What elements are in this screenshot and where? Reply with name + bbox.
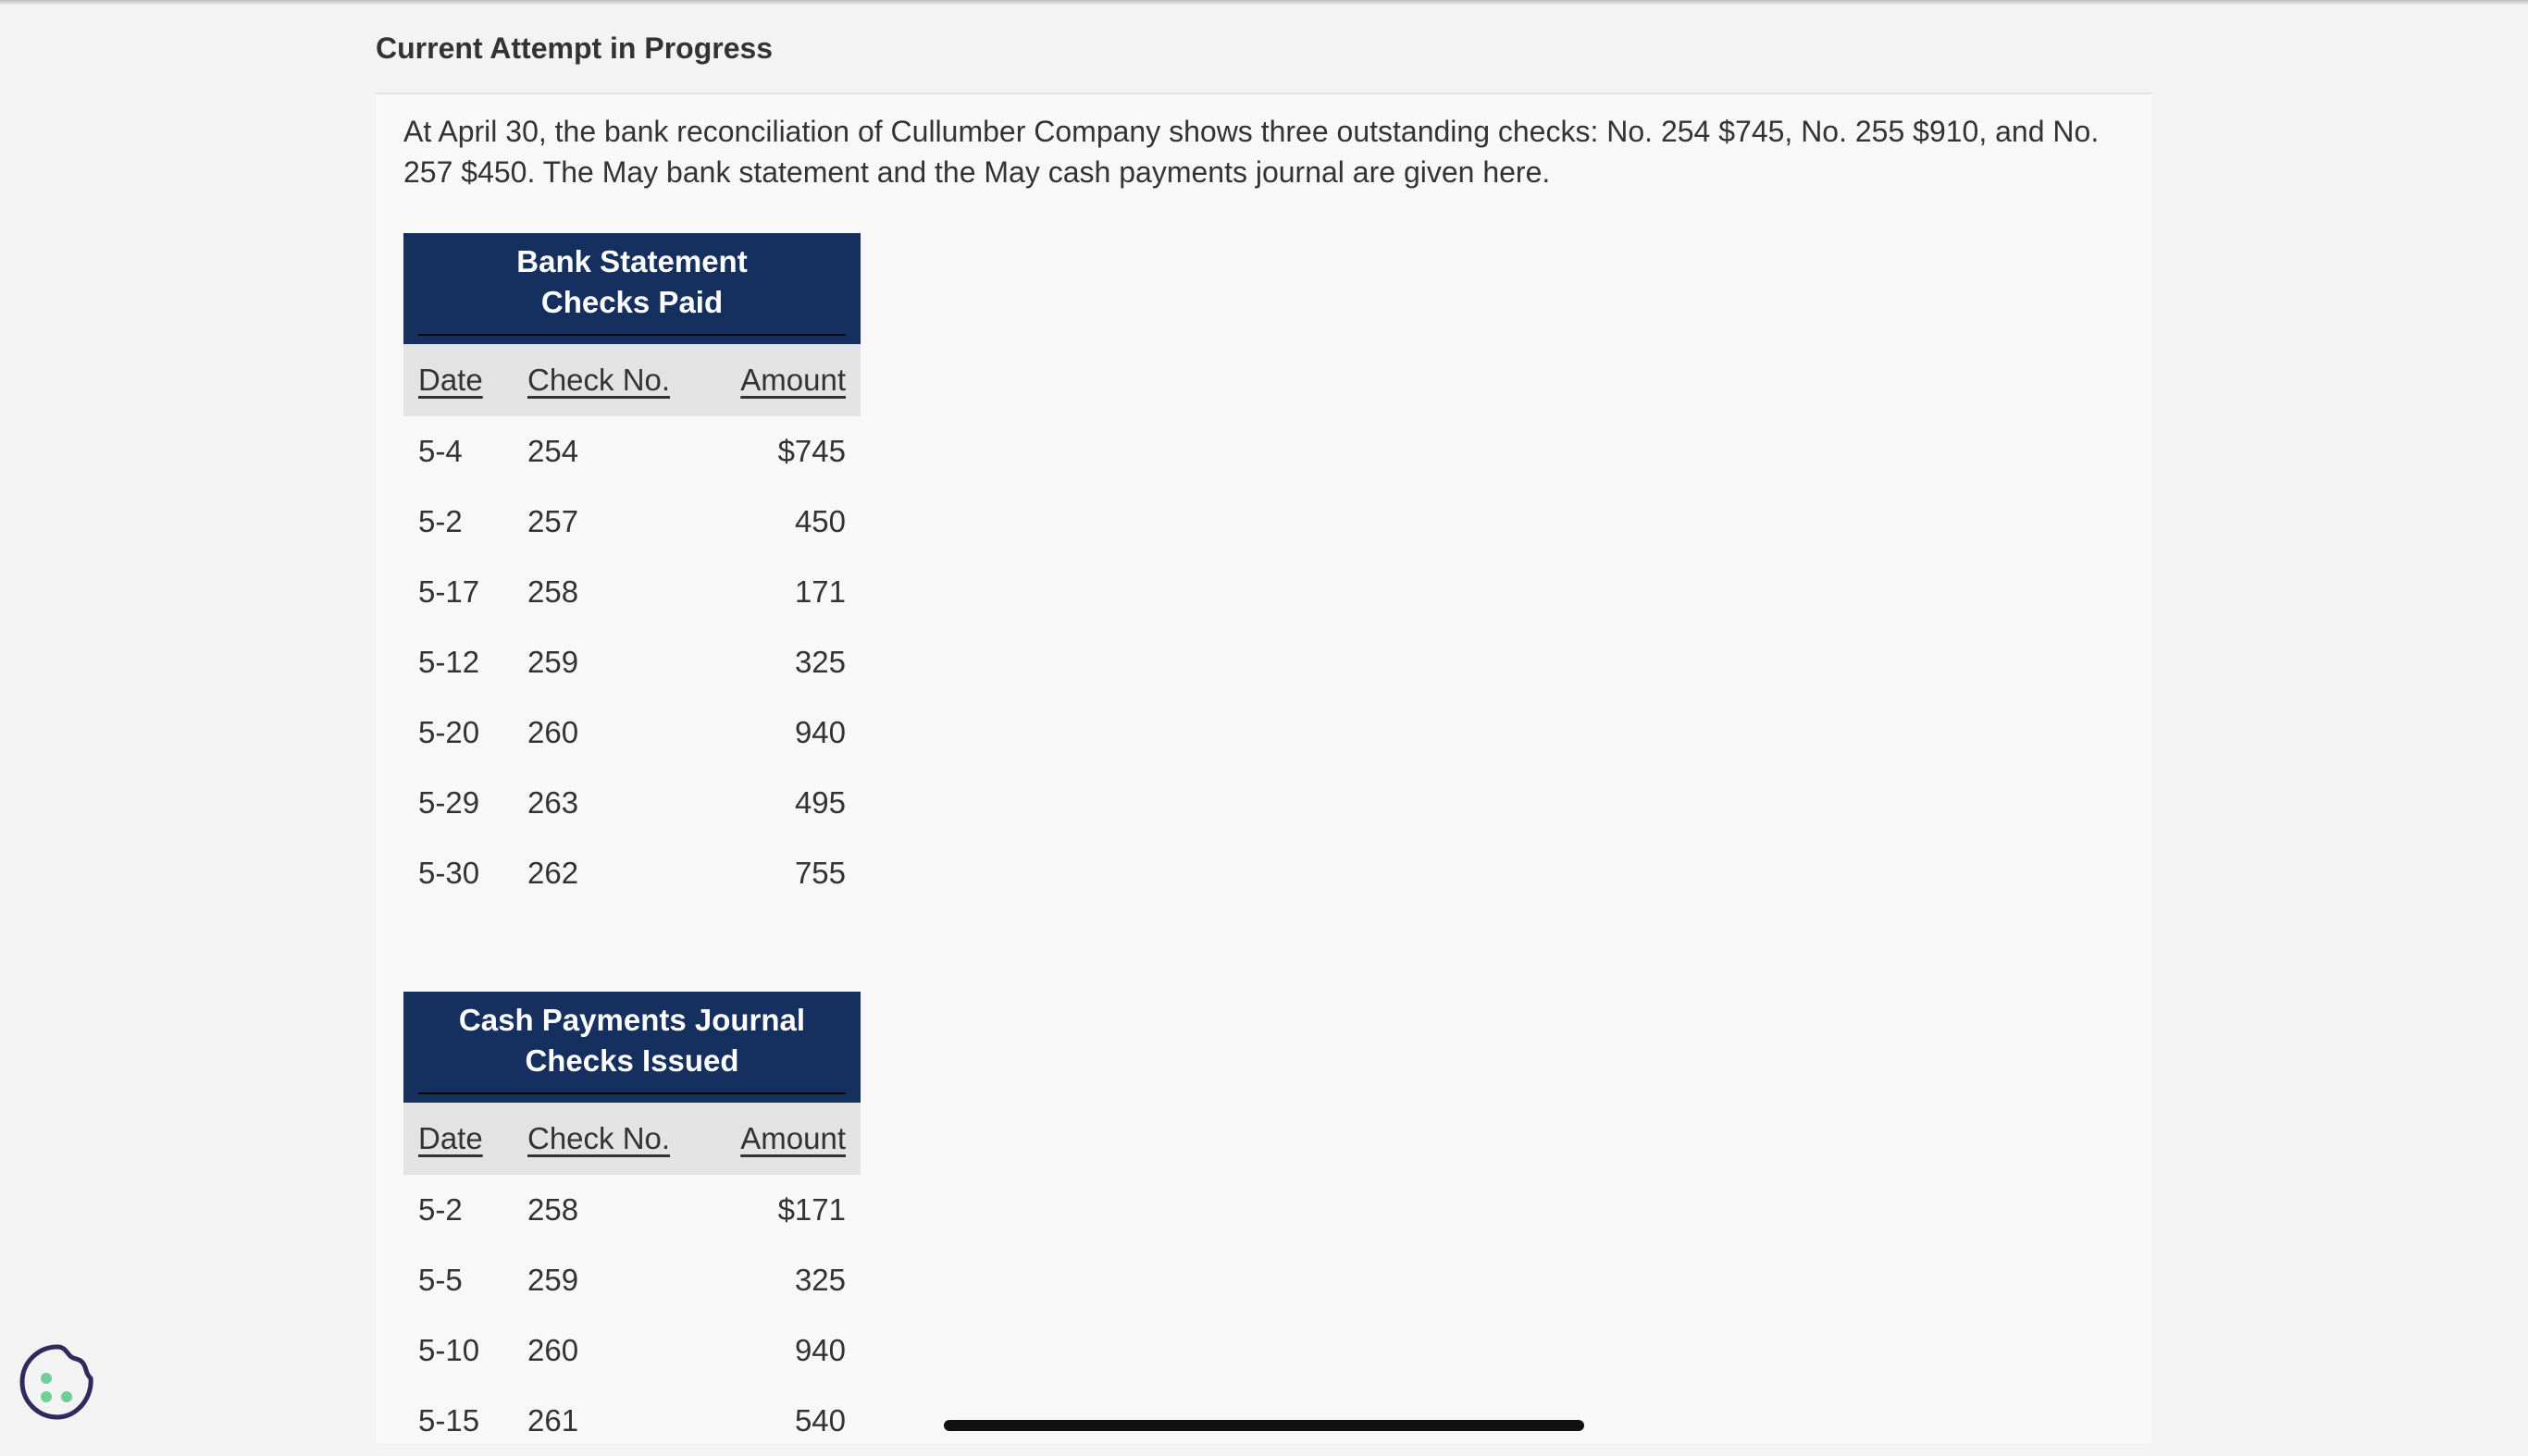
check-no-cell: 259 (527, 1263, 579, 1297)
check-no-cell: 260 (527, 715, 579, 749)
cash-payments-journal-table (403, 992, 861, 1456)
home-indicator[interactable] (944, 1420, 1584, 1431)
amount-cell: 495 (794, 785, 846, 820)
check-no-cell: 259 (527, 645, 579, 679)
table-row (403, 416, 861, 487)
date-cell: 5-29 (418, 785, 480, 820)
column-header-check-no: Check No. (527, 363, 671, 397)
check-no-cell: 260 (527, 1333, 579, 1367)
table-row (403, 557, 861, 627)
attempt-header (376, 6, 2152, 94)
date-cell: 5-2 (418, 504, 463, 538)
check-no-cell: 258 (527, 1192, 579, 1227)
check-no-cell: 258 (527, 574, 579, 609)
table-row (403, 1245, 861, 1315)
check-no-cell: 261 (527, 1403, 579, 1437)
check-no-cell: 257 (527, 504, 579, 538)
column-header-date: Date (418, 1121, 483, 1155)
date-cell: 5-17 (418, 574, 480, 609)
question-content (376, 94, 2152, 1444)
bank-statement-column-header (403, 344, 861, 416)
table-row (403, 1315, 861, 1386)
check-no-cell: 254 (527, 434, 579, 468)
problem-text: At April 30, the bank reconciliation of Cullumber Company shows three outstanding checks: No. 254 $745, No. 255 $910, and No. 257 $450. The May bank statement and the May cash payments journal are given here. (403, 115, 2100, 189)
amount-cell: 940 (794, 715, 846, 749)
column-header-check-no: Check No. (527, 1121, 671, 1155)
amount-cell: 325 (794, 1263, 846, 1297)
table-row (403, 487, 861, 557)
amount-cell: $745 (777, 434, 846, 468)
amount-cell: 755 (794, 856, 846, 890)
date-cell: 5-15 (418, 1403, 480, 1437)
amount-cell: 325 (794, 645, 846, 679)
amount-cell: 171 (794, 574, 846, 609)
date-cell: 5-12 (418, 645, 480, 679)
cash-journal-column-header (403, 1103, 861, 1175)
amount-cell: 940 (794, 1333, 846, 1367)
date-cell: 5-5 (418, 1263, 463, 1297)
date-cell: 5-20 (418, 715, 480, 749)
bank-statement-subtitle: Checks Paid (540, 285, 724, 319)
bank-statement-title: Bank Statement (516, 244, 748, 278)
bank-statement-table (403, 233, 861, 908)
cookie-settings-icon[interactable] (19, 1343, 96, 1421)
date-cell: 5-10 (418, 1333, 480, 1367)
date-cell: 5-2 (418, 1192, 463, 1227)
attempt-title: Current Attempt in Progress (376, 31, 774, 65)
check-no-cell: 262 (527, 856, 579, 890)
table-row (403, 838, 861, 908)
column-header-date: Date (418, 363, 483, 397)
cash-journal-title: Cash Payments Journal (458, 1003, 806, 1037)
check-no-cell: 263 (527, 785, 579, 820)
table-row (403, 697, 861, 768)
table-row (403, 768, 861, 838)
cash-journal-caption (403, 992, 861, 1103)
table-row (403, 1386, 861, 1456)
column-header-amount: Amount (740, 1121, 846, 1155)
date-cell: 5-30 (418, 856, 480, 890)
amount-cell: 450 (794, 504, 846, 538)
column-header-amount: Amount (740, 363, 846, 397)
amount-cell: $171 (777, 1192, 846, 1227)
table-row (403, 627, 861, 697)
date-cell: 5-4 (418, 434, 463, 468)
table-row (403, 1175, 861, 1245)
bank-statement-caption (403, 233, 861, 344)
cash-journal-subtitle: Checks Issued (525, 1043, 739, 1078)
amount-cell: 540 (794, 1403, 846, 1437)
